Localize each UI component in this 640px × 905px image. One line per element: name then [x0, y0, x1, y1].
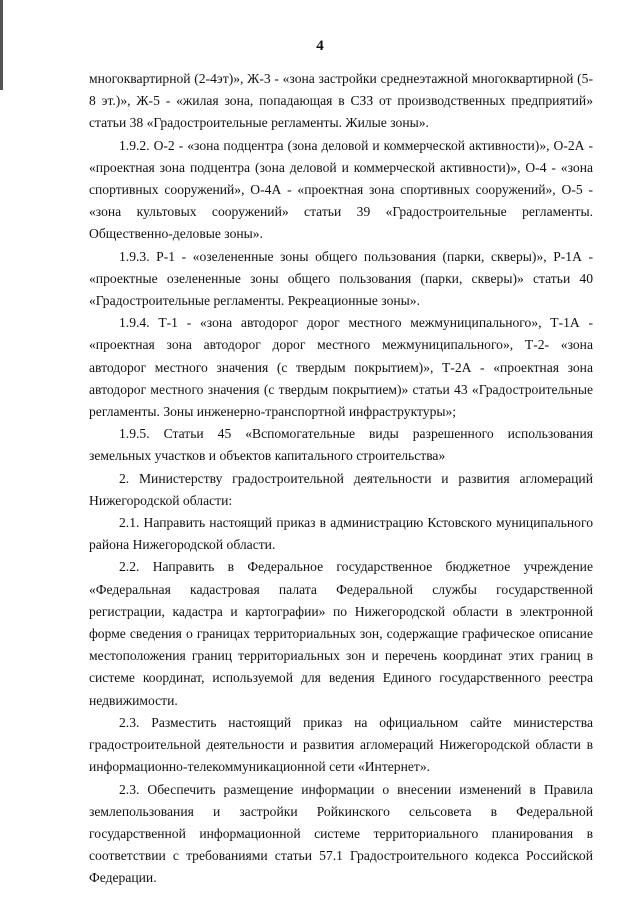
paragraph-1-9-4: 1.9.4. Т-1 - «зона автодорог дорог местного межмуниципального», Т-1А - «проектная зона автодорог дорог местного межмуниципального», Т-2- «зона автодорог местного значения (с твердым покрытием)», Т-2А - «проектная зона автодорог местного значения (с твердым покрытием)» статьи 43 «Градостроительные регламенты. Зоны инженерно-транспортной инфраструктуры»;: [89, 315, 593, 420]
paragraph-zones-residential: многоквартирной (2-4эт)», Ж-3 - «зона застройки среднеэтажной многоквартирной (5-8 эт.)», Ж-5 - «жилая зона, попадающая в СЗЗ от производственных предприятий» статьи 38 «Градостроительные регламенты. Жилые зоны».: [89, 71, 593, 131]
paragraph-1-9-2: 1.9.2. О-2 - «зона подцентра (зона деловой и коммерческой активности)», О-2А - «проектная зона подцентра (зона деловой и коммерческой активности)», О-4 - «зона спортивных сооружений», О-4А - «проектная зона спортивных сооружений», О-5 - «зона культовых сооружений» статьи 39 «Градостроительные регламенты. Общественно-деловые зоны».: [89, 137, 593, 242]
paragraph-1-9-3: 1.9.3. Р-1 - «озелененные зоны общего пользования (парки, скверы)», Р-1А - «проектные озелененные зоны общего пользования (парки, скверы)» статьи 40 «Градостроительные регламенты. Рекреационные зоны».: [89, 248, 593, 309]
paragraph-2-3-website: 2.3. Разместить настоящий приказ на официальном сайте министерства градостроительной деятельности и развития агломераций Нижегородской области в информационно-телекоммуникационной сети «Интернет».: [89, 714, 593, 775]
paragraph-2-3-info-system: 2.3. Обеспечить размещение информации о внесении изменений в Правила землепользования и застройки Ройкинского сельсовета в Федеральной государственной информационной системе территориального планирования в соответствии с требованиями статьи 57.1 Градостроительного кодекса Российской Федерации.: [89, 781, 593, 886]
paragraph-2-2: 2.2. Направить в Федеральное государственное бюджетное учреждение «Федеральная кадастровая палата Федеральной службы государственной регистрации, кадастра и картографии» по Нижегородской области в электронной форме сведения о границах территориальных зон, содержащие графическое описание местоположения границ территориальных зон и перечень координат этих границ в системе координат, используемой для ведения Единого государственного реестра недвижимости.: [89, 559, 593, 708]
document-body: [89, 68, 593, 890]
paragraph-1-9-5: 1.9.5. Статьи 45 «Вспомогательные виды разрешенного использования земельных участков и объектов капитального строительства»: [89, 426, 593, 464]
paragraph-2-1: 2.1. Направить настоящий приказ в администрацию Кстовского муниципального района Нижегородской области.: [89, 515, 593, 553]
paragraph-2: 2. Министерству градостроительной деятельности и развития агломераций Нижегородской области:: [89, 470, 593, 508]
page-number: 4: [316, 38, 324, 54]
